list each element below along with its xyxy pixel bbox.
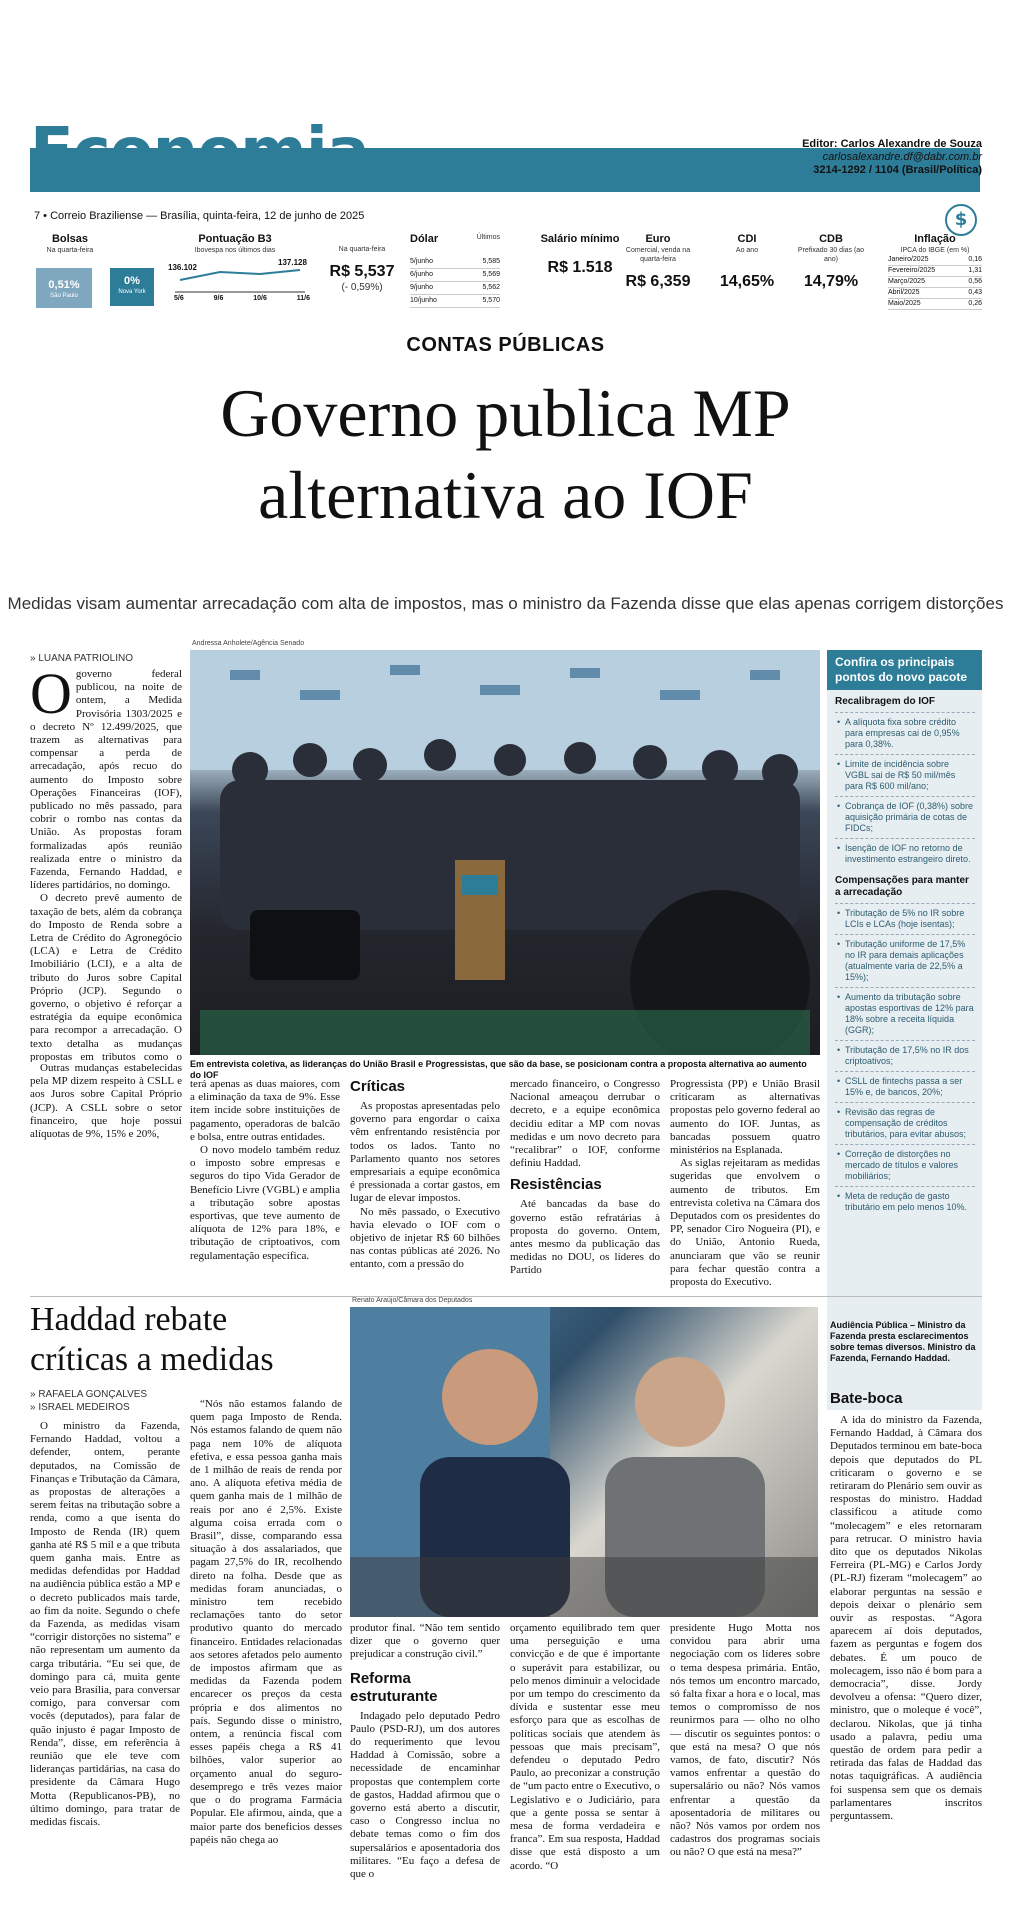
article-col-2 xyxy=(190,1078,340,1293)
article-col-5 xyxy=(670,1078,820,1293)
inflacao-row: Fevereiro/2025 1,31 xyxy=(888,266,982,277)
paragraph: presidente Hugo Motta nos convidou para abrir uma negociação com os líderes sobre o tema despesa primária. Então, nós temos um encontro marcado, só falta fixar a hora e o local, mas temos o compromisso de nos reunirmos para — olho no olho — discutir os seguintes pontos: o que está na mesa? O que nós vamos, de fato, discutir? Nós vamos enfrentar a questão do supersalário ou não? Nós vamos enfrentar a questão da aposentadoria de militares ou não? Nós vamos por ordem nos cadastros dos programas sociais ou não? O que está na mesa?” xyxy=(670,1622,820,1859)
sidebar-item: • Tributação de 5% no IR sobre LCIs e LCAs (hoje isentas); xyxy=(835,903,975,934)
paragraph: No mês passado, o Executivo havia elevado o IOF com o objetivo de injetar R$ 60 bilhões nas contas públicas até 2026. No entanto, com a pressão do xyxy=(350,1205,500,1271)
cdb-title: CDB xyxy=(819,233,843,245)
press-conference-photo xyxy=(190,650,820,1055)
second-col-3 xyxy=(350,1622,500,1885)
bolsas-title: Bolsas xyxy=(51,233,89,245)
inflacao-row: Maio/2025 0,26 xyxy=(888,299,982,310)
paragraph: Até bancadas da base do governo estão refratárias à proposta do governo. Ontem, antes mesmo da publicação das medidas no DOU, os líderes do Partido xyxy=(510,1198,660,1277)
headline-line: Governo publica MP xyxy=(220,375,791,451)
second-col-6 xyxy=(830,1414,982,1885)
paragraph: produtor final. “Não tem sentido dizer que o governo quer prejudicar a construção civil.” xyxy=(350,1622,500,1661)
kicker: CONTAS PÚBLICAS xyxy=(406,334,605,356)
cdi-title: CDI xyxy=(737,233,757,245)
market-salario xyxy=(530,233,630,278)
paragraph: Indagado pelo deputado Pedro Paulo (PSD-RJ), um dos autores do requerimento que levou Haddad à Comissão, sobre a necessidade de encaminhar propostas que contemplem corte de gastos, Haddad afirmou que o governo está aberto a discutir, caso o Congresso inclua no debate temas como o fim dos supersalários e aposentadoria dos militares. “Eu faço a defesa de que o xyxy=(350,1709,500,1881)
article-col-4 xyxy=(510,1078,660,1293)
photo-caption: Em entrevista coletiva, as lideranças do União Brasil e Progressistas, que são da base, se posicionam contra a proposta alternativa ao aumento do IOF xyxy=(190,1059,807,1080)
second-headline xyxy=(30,1300,274,1380)
paragraph: Progressista (PP) e União Brasil criticaram as alternativas propostas pelo governo federal ao aumento do IOF. Juntas, as bancadas possuem quatro ministérios na Esplanada. xyxy=(670,1078,820,1157)
article-col-1 xyxy=(30,668,182,1062)
section-heading: Reforma estruturante xyxy=(350,1669,438,1705)
sidebar-section-title: Compensações para manter a arrecadação xyxy=(835,875,969,898)
cdi-sub: Ao ano xyxy=(735,247,759,254)
pontuacao-dates xyxy=(174,294,310,303)
editor-name: Editor: Carlos Alexandre de Souza xyxy=(802,138,982,150)
date-tick: 5/6 xyxy=(174,295,184,302)
pontuacao-low: 136.102 xyxy=(168,263,197,272)
ibovespa-up-icon xyxy=(36,268,92,308)
paragraph: orçamento equilibrado tem quer uma perseguição e uma convicção e de que é importante o superávit para estabilizar, ou pelo menos diminuir a velocidade por um tempo do crescimento da dívida e sustentar esse meu esforço para que as escolhas de políticas sociais que atendem às pessoas que mais precisam”, defendeu o deputado Pedro Paulo, ao preconizar a construção de “um pacto entre o Executivo, o Legislativo e o Judiciário, para que a gente possa se sentar à mesa de forma verdadeira e franca”. Em sua resposta, Haddad disse que está disposto a um acordo. “O xyxy=(510,1622,660,1872)
photo-credit: Renato Araújo/Câmara dos Deputados xyxy=(352,1297,473,1304)
paragraph: Outras mudanças estabelecidas pela MP dizem respeito à CSLL e aos Juros sobre Capital Próprio (JCP). A CSLL sobre o setor financeiro, que hoje possui alíquotas de 9%, 15% e 20%, xyxy=(30,1062,182,1141)
section-divider xyxy=(30,1296,982,1297)
ibov-value: 0,51% xyxy=(48,279,80,291)
ibov-label: São Paulo xyxy=(50,293,78,299)
date-tick: 11/6 xyxy=(296,295,310,302)
inflacao-title: Inflação xyxy=(914,233,956,245)
second-col-2 xyxy=(190,1398,342,1885)
article-col-1b xyxy=(30,1062,182,1282)
photo-illustration xyxy=(350,1307,818,1617)
dolar-title: Dólar xyxy=(410,233,439,245)
pontuacao-high: 137.128 xyxy=(278,258,307,267)
byline-name: » RAFAELA GONÇALVES xyxy=(30,1389,148,1400)
byline: » LUANA PATRIOLINO xyxy=(30,653,133,664)
page-line: 7 • Correio Braziliense — Brasília, quinta-feira, 12 de junho de 2025 xyxy=(34,210,365,222)
paragraph: As siglas rejeitaram as medidas sugeridas que envolvem o aumento de tributos. Em entrevista coletiva na Câmara dos Deputados com os presidentes do PP, senador Ciro Nogueira (PI), e do União, Antonio Rueda, anunciaram que vão se reunir para fechar questão contra a proposta do Executivo. xyxy=(670,1157,820,1289)
paragraph: “Nós não estamos falando de quem paga Imposto de Renda. Nós estamos falando de quem não paga nem 10% de alíquota efetiva, e essa pessoa ganha mais de 1 milhão de reais de renda por ano. A alíquota efetiva média de quem ganha mais de 1 milhão de reais por ano é 2,5%. Existe alguma coisa errada com o Brasil”, disse, comparando essa situação à dos assalariados, que pagam 27,5% do IR, recolhendo direto na folha. Desde que as medidas foram anunciadas, o ministro tem recebido reclamações tanto do setor produtivo quanto do mercado financeiro. Entidades relacionadas aos setores afetados pelo aumento de impostos afirmam que as medidas da Fazenda podem encarecer os preços da cesta própria e dos alimentos no país. Segundo disse o ministro, ontem, a renúncia fiscal com esses papéis chega a R$ 41 bilhões, valor superior ao orçamento anual do seguro-desemprego e três vezes maior que o do programa Farmácia Popular. Ele afirmou, ainda, que a maior parte dos beneficios desses papéis não chega ao xyxy=(190,1398,342,1846)
paragraph: O novo modelo também reduz o imposto sobre empresas e seguros do tipo Vida Gerador de Benefício Livre (VGBL) e amplia a tributação sobre apostas esportivas, que teve aumento de alíquota de 12% para 18%, e tributação de criptoativos, com regulamentação específica. xyxy=(190,1144,340,1262)
inflacao-row: Março/2025 0,56 xyxy=(888,277,982,288)
inflacao-row: Janeiro/2025 0,16 xyxy=(888,255,982,266)
sidebar-item: • Isenção de IOF no retorno de investimento estrangeiro direto. xyxy=(835,838,975,869)
second-col-1 xyxy=(30,1420,180,1885)
paragraph: mercado financeiro, o Congresso Nacional ameaçou derrubar o decreto, e a equipe econômica decidiu editar a MP com novas medidas e um novo decreto para “recalibrar” o IOF, conforme definiu Haddad. xyxy=(510,1078,660,1170)
ny-value: 0% xyxy=(124,275,140,287)
headline-line: Haddad rebate xyxy=(30,1301,228,1338)
sidebar-content xyxy=(835,696,975,1217)
dolar-row: 9/junho 5,562 xyxy=(410,282,500,295)
ny-flat-icon xyxy=(110,268,154,306)
dollar-icon: $ xyxy=(945,204,977,236)
inflacao-sub: IPCA do IBGE (em %) xyxy=(900,247,970,254)
ibovespa-sparkline xyxy=(175,266,305,294)
date-tick: 9/6 xyxy=(213,295,224,302)
section-heading: Críticas xyxy=(350,1078,406,1095)
bolsas-sub: Na quarta-feira xyxy=(46,247,94,254)
byline xyxy=(30,1388,147,1414)
salario-value: R$ 1.518 xyxy=(547,259,613,276)
section-heading: Resistências xyxy=(510,1176,602,1194)
dolar-value: R$ 5,537 xyxy=(329,263,395,280)
euro-title: Euro xyxy=(645,233,671,245)
editor-box xyxy=(772,138,982,177)
second-col-4 xyxy=(510,1622,660,1885)
market-inflacao xyxy=(888,233,982,310)
section-title: Economia xyxy=(30,115,369,189)
euro-value: R$ 6,359 xyxy=(625,273,691,290)
cdb-sub: Prefixado 30 dias (ao ano) xyxy=(797,247,865,263)
date-tick: 10/6 xyxy=(253,295,267,302)
paragraph: O decreto prevê aumento de taxação de bets, além da cobrança do Imposto de Renda sobre a Letra de Crédito do Agronegócio (LCA) e Letra de Crédito Imobiliário (LCI), e a alta de tributo do Juros sobre Capital Próprio (JCP). Segundo o governo, o objetivo é reforçar a estratégia da equipe econômica para recompor a arrecadação. O texto detalha as mudanças propostas em tributos como o xyxy=(30,892,182,1062)
headline-line: alternativa ao IOF xyxy=(258,457,753,533)
dolar-row: 6/junho 5,569 xyxy=(410,269,500,282)
ny-label: Nova York xyxy=(118,289,146,295)
subheadline: Medidas visam aumentar arrecadação com alta de impostos, mas o ministro da Fazenda disse que elas apenas corrigem distorções xyxy=(7,594,1004,613)
sidebar-item: • Tributação de 17,5% no IR dos criptoativos; xyxy=(835,1040,975,1071)
sidebar-title: Confira os principais pontos do novo pacote xyxy=(827,650,982,690)
headline xyxy=(0,372,1011,536)
article-col-3 xyxy=(350,1078,500,1293)
market-bolsas xyxy=(30,233,110,255)
sidebar-item: • Tributação uniforme de 17,5% no IR para demais aplicações (atualmente varia de 22,5% a 15%); xyxy=(835,934,975,987)
photo-credit: Andressa Anholete/Agência Senado xyxy=(192,640,305,647)
inflacao-row: Abril/2025 0,43 xyxy=(888,288,982,299)
headline-line: críticas a medidas xyxy=(30,1341,274,1378)
editor-phone: 3214-1292 / 1104 (Brasil/Política) xyxy=(813,164,982,176)
photo-illustration xyxy=(190,650,820,1055)
paragraph: O ministro da Fazenda, Fernando Haddad, voltou a defender, ontem, perante deputados, na Comissão de Finanças e Tributação da Câmara, as propostas de alterações a serem feitas na tributação sobre a renda, como a que isenta do Imposto de Renda (IR) quem ganha até R$ 5 mil e a que tributa quem ganha mais. Entre as medidas defendidas por Haddad na audiência pública estão a MP e o decreto publicados mais tarde, ao fim da noite. Segundo o chefe da Fazenda, as medidas visam “corrigir distorções no sistema” e não representam um aumento da carga tributária. “Eu sei que, de domingo para cá, muita gente veio para Brasília, para conversar comigo, para conversar com vocês (deputados), para falar de quão injusto é pagar Imposto de Renda”, disse, em referência à reunião que ele teve com lideranças partidárias, na casa do presidente da Câmara Hugo Motta (Republicanos-PB), no último domingo, para tratar de medidas fiscais. xyxy=(30,1420,180,1829)
haddad-photo xyxy=(350,1307,818,1617)
sidebar-item: • A alíquota fixa sobre crédito para empresas cai de 0,95% para 0,38%. xyxy=(835,712,975,754)
sidebar-item: • Aumento da tributação sobre apostas esportivas de 12% para 18% sobre a receita líquida (GGR); xyxy=(835,987,975,1040)
paragraph: As propostas apresentadas pelo governo para engordar o caixa vêm enfrentando resistência por todos os lados. Tanto no Parlamento quanto nos setores empresariais a equipe econômica é pressionada a cortar gastos, em lugar de elevar impostos. xyxy=(350,1100,500,1205)
sidebar-item: • Revisão das regras de compensação de créditos tributários, para evitar abusos; xyxy=(835,1102,975,1144)
market-euro xyxy=(618,233,698,292)
sidebar-item: • Cobrança de IOF (0,38%) sobre aquisição primária de cotas de FIDCs; xyxy=(835,796,975,838)
sidebar-item: • CSLL de fintechs passa a ser 15% e, de bancos, 20%; xyxy=(835,1071,975,1102)
pontuacao-title: Pontuação B3 xyxy=(198,233,272,245)
dolar-row: 5/junho 5,585 xyxy=(410,256,500,269)
dolar-sub: Na quarta-feira xyxy=(338,246,386,253)
sidebar-item: • Correção de distorções no mercado de títulos e valores mobiliários; xyxy=(835,1144,975,1186)
dolar-change: (- 0,59%) xyxy=(341,282,383,293)
market-cdi xyxy=(712,233,782,292)
paragraph: terá apenas as duas maiores, com a eliminação da taxa de 9%. Esse item incide sobre instituições de pagamento, operadoras de balcão e bolsa, entre outras entidades. xyxy=(190,1078,340,1143)
sidebar-item: • Limite de incidência sobre VGBL sai de R$ 50 mil/mês para R$ 600 mil/ano; xyxy=(835,754,975,796)
paragraph: governo federal publicou, na noite de ontem, a Medida Provisória 1303/2025 e o decreto Nº 12.499/2025, que trazem as alternativas para compensar a perda de arrecadação, após recuo do aumento do Imposto sobre Operações Financeiras (IOF), publicado no mês passado, para cobrir o rombo nas contas da União. As propostas foram formalizadas após reunião realizada entre o ministro da Fazenda, Fernando Haddad, e líderes partidários, no domingo. xyxy=(30,668,182,892)
market-dolar-quote xyxy=(322,245,402,294)
photo-caption: Audiência Pública – Ministro da Fazenda presta esclarecimentos sobre temas diversos. Ministro da Fazenda, Fernando Haddad. xyxy=(830,1320,976,1363)
paragraph: A ida do ministro da Fazenda, Fernando Haddad, à Câmara dos Deputados terminou em bate-boca depois que deputados do PL criticaram o governo e se retiraram do Plenário sem ouvir as respostas do ministro. Haddad classificou a atitude como “molecagem” e eles retornaram para retrucar. O ministro havia dito que os deputados Nikolas Ferreira (PL-MG) e Carlos Jordy (PL-RJ) fizeram “molecagem” ao elaborar perguntas na sessão e depois deixar o plenário sem ouvir as respostas. “Agora aparecem aí dois deputados, fazem as perguntas e fogem dos debates. É um pouco de molecagem, isso não é bom para a democracia”, disse. Jordy devolveu a ofensa: “Quero dizer, ministro, que o moleque é você”, declarou. Nikolas, que já tinha usado a palavra, pediu uma questão de ordem para pedir a retirada das falas de Haddad das notas taquigráficas. A audiência foi suspensa sem que os demais parlamentares inscritos perguntassem. xyxy=(830,1414,982,1823)
cdi-value: 14,65% xyxy=(719,273,775,290)
dropcap: O xyxy=(30,668,72,726)
salario-title: Salário mínimo xyxy=(540,233,620,245)
pontuacao-sub: Ibovespa nos últimos dias xyxy=(194,247,276,254)
market-pontuacao xyxy=(160,233,310,255)
editor-email[interactable]: carlosalexandre.df@dabr.com.br xyxy=(822,151,982,163)
market-dolar-table xyxy=(410,233,500,308)
euro-sub: Comercial, venda na quarta-feira xyxy=(625,247,691,263)
sidebar-item: • Meta de redução de gasto tributário em pelo menos 10%. xyxy=(835,1186,975,1217)
byline-name: » ISRAEL MEDEIROS xyxy=(30,1402,130,1413)
dolar-row: 10/junho 5,570 xyxy=(410,295,500,308)
dolar-table-sub: Últimos xyxy=(476,234,500,241)
market-cdb xyxy=(796,233,866,292)
cdb-value: 14,79% xyxy=(803,273,859,290)
section-heading: Bate-boca xyxy=(830,1390,903,1407)
sidebar-section-title: Recalibragem do IOF xyxy=(835,696,936,707)
second-col-5 xyxy=(670,1622,820,1885)
